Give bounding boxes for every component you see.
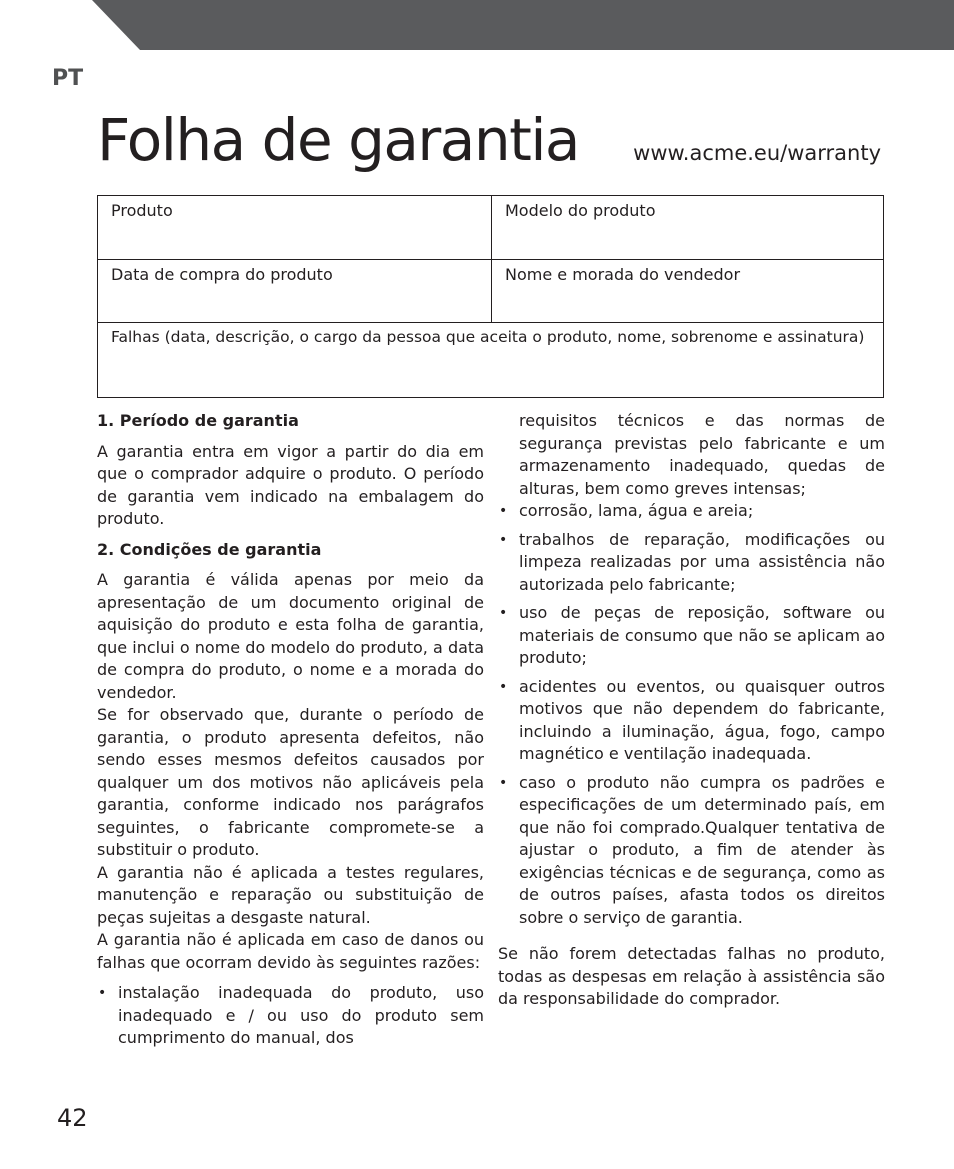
section2-paragraph: A garantia é válida apenas por meio da apresentação de um documento original de aquisição do produto e esta folha de garantia, que inclui o nome do modelo do produto, a data de compra do produto, o nome e a morada do vendedor. — [97, 570, 484, 702]
list-item-continuation: requisitos técnicos e das normas de segurança previstas pelo fabricante e um armazenamento inadequado, quedas de alturas, bem como greves intensas; — [519, 411, 885, 498]
list-item — [498, 529, 885, 597]
section2-heading: 2. Condições de garantia — [97, 539, 322, 559]
seller-field[interactable] — [492, 260, 883, 322]
exclusions-list — [97, 982, 484, 1050]
list-item-text: trabalhos de reparação, modificações ou limpeza realizadas por uma assistência não autorizada pelo fabricante; — [519, 529, 885, 594]
faults-field[interactable] — [98, 323, 883, 397]
model-label: Modelo do produto — [505, 201, 656, 220]
bullet-icon: • — [499, 678, 508, 695]
list-item-text: caso o produto não cumpra os padrões e especificações de um determinado país, em que não foi comprado.Qualquer tentativa de ajustar o produto, a fim de atender às exigências técnicas e de segurança, como as de outros países, afasta todos os direitos sobre o serviço de garantia. — [519, 772, 885, 927]
product-field[interactable] — [98, 196, 492, 259]
section1-heading: 1. Período de garantia — [97, 411, 299, 430]
exclusions-list — [498, 500, 885, 929]
list-item-text: uso de peças de reposição, software ou materiais de consumo que não se aplicam ao produto; — [519, 603, 885, 667]
bullet-icon: • — [499, 531, 508, 548]
form-row — [98, 323, 883, 397]
page-number: 42 — [57, 1104, 88, 1132]
section2-paragraph: A garantia não é aplicada em caso de danos ou falhas que ocorram devido às seguintes razões: — [97, 930, 484, 972]
model-field[interactable] — [492, 196, 883, 259]
list-item — [498, 500, 885, 523]
section2-paragraph: A garantia não é aplicada a testes regulares, manutenção e reparação ou substituição de peças sujeitas a desgaste natural. — [97, 862, 484, 927]
faults-label: Falhas (data, descrição, o cargo da pessoa que aceita o produto, nome, sobrenome e assinatura) — [111, 328, 865, 346]
form-row — [98, 196, 883, 260]
form-row — [98, 260, 883, 323]
bullet-icon: • — [499, 503, 508, 519]
list-item — [97, 982, 484, 1050]
left-column — [97, 410, 484, 1056]
page-title: Folha de garantia — [97, 106, 579, 174]
bullet-icon: • — [499, 605, 508, 621]
closing-paragraph: Se não forem detectadas falhas no produto, todas as despesas em relação à assistência são da responsabilidade do comprador. — [498, 944, 885, 1008]
list-item — [498, 602, 885, 670]
bullet-icon: • — [499, 774, 508, 791]
list-item-text: instalação inadequada do produto, uso inadequado e / ou uso do produto sem cumprimento do manual, dos — [118, 983, 484, 1047]
section2-paragraph: Se for observado que, durante o período de garantia, o produto apresenta defeitos, não sendo esses mesmos defeitos causados por qualquer um dos motivos não aplicáveis pela garantia, conforme indicado nos parágrafos seguintes, o fabricante compromete-se a substituir o produto. — [97, 705, 484, 859]
list-item-text: acidentes ou eventos, ou quaisquer outros motivos que não dependem do fabricante, incluindo a iluminação, água, fogo, campo magnético e ventilação inadequada. — [519, 676, 885, 763]
warranty-form — [97, 195, 884, 398]
warranty-url: www.acme.eu/warranty — [633, 141, 881, 165]
purchase-date-field[interactable] — [98, 260, 492, 322]
language-label: PT — [52, 66, 84, 91]
list-item — [498, 676, 885, 766]
right-column — [498, 410, 885, 1011]
product-label: Produto — [111, 201, 173, 220]
header-band — [0, 0, 954, 50]
section1-text: A garantia entra em vigor a partir do dia em que o comprador adquire o produto. O período de garantia vem indicado na embalagem do produto. — [97, 441, 484, 528]
list-item-text: corrosão, lama, água e areia; — [519, 501, 754, 520]
bullet-icon: • — [98, 985, 107, 1001]
seller-label: Nome e morada do vendedor — [505, 265, 741, 284]
list-item — [498, 772, 885, 930]
purchase-date-label: Data de compra do produto — [111, 265, 333, 284]
